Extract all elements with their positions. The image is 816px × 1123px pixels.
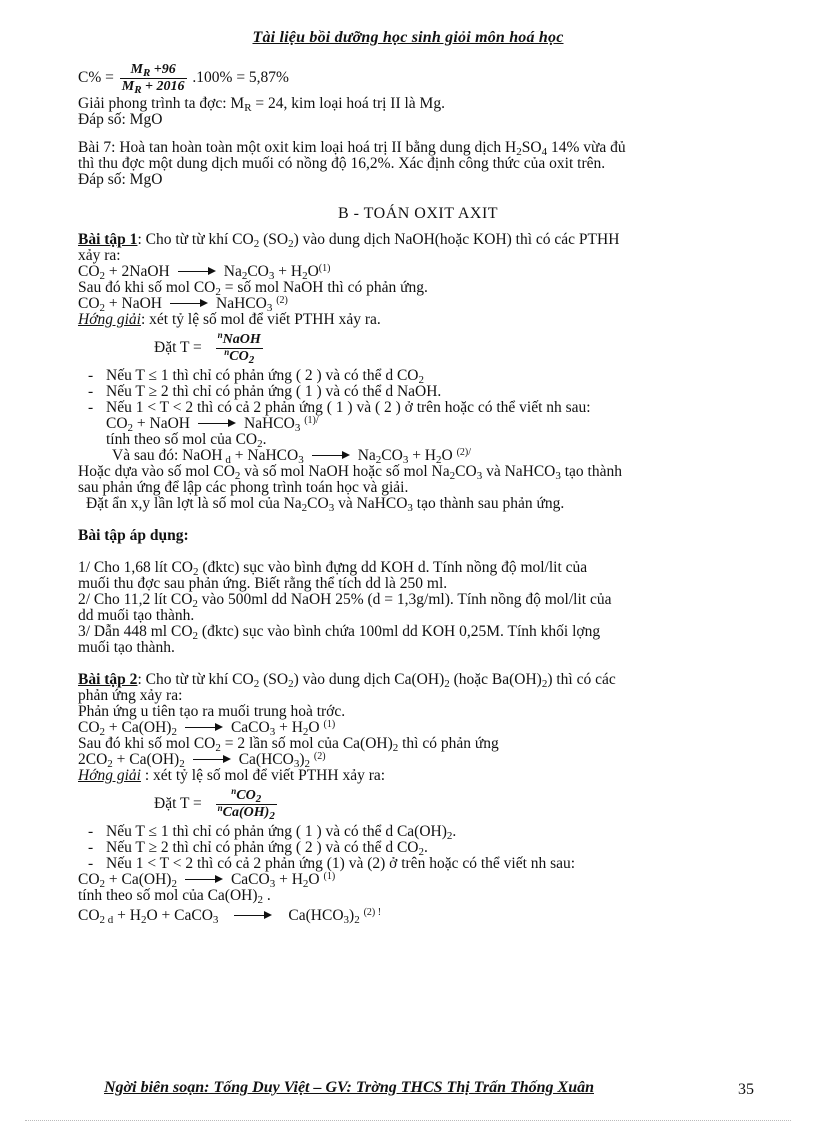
arrow-icon <box>178 267 216 277</box>
section-title: B - TOÁN OXIT AXIT <box>337 205 499 222</box>
bt2-intro: Bài tập 2: Cho từ từ khí $CO_2$ $(SO_2)$ vào dung dịch $Ca(OH)_2$ (hoặc $Ba(OH)_2$) thì có các <box>78 671 616 690</box>
bt2-equation-1: $CO_2 + Ca(OH)_2$ CaCO$_3$ + $H_2O$ $^{(1)}$ <box>78 719 336 738</box>
huong-giai-label: Hớng giải <box>78 767 141 784</box>
bt2-ratio: Đặt T = $\frac{^nCO_2}{^nCa(OH)_2}$ <box>154 785 275 822</box>
bt2-equation-3: $CO_2 + Ca(OH)_2$ CaCO$_3$ + $H_2O$ $^{(1)}$ <box>78 871 336 890</box>
bt1-label: Bài tập 1 <box>78 231 138 248</box>
bt1-ratio: Đặt T = $\frac{^nNaOH}{^nCO_2}$ <box>154 329 261 366</box>
percent-formula: C% = $\frac{M_R +96}{M_R + 2016}$ .100% = 5,87% <box>78 61 289 96</box>
arrow-icon <box>170 299 208 309</box>
formula-fraction: $\frac{M_R +96}{M_R + 2016}$ <box>121 61 185 96</box>
apply-title: Bài tập áp dụng: <box>78 527 189 544</box>
bt1-equation-3: $CO_2$ + NaOH NaHCO$_3$ $^{(1)/}$ <box>106 415 319 434</box>
bt1-equation-4: Và sau đó: NaOH $_d$ + NaHCO$_3$ $Na_2CO_3 + H_2O$ $^{(2)/}$ <box>112 447 472 466</box>
bai7-line-1: Bài 7: Hoà tan hoàn toàn một oxit kim loại hoá trị II bằng dung dịch $H_2SO_4$ 14% vừa đủ <box>78 139 626 158</box>
page-number: 35 <box>738 1081 754 1098</box>
bt2-equation-2: $2CO_2 + Ca(OH)_2$ $Ca(HCO_3)_2$ $^{(2)}$ <box>78 751 326 770</box>
arrow-icon <box>198 419 236 429</box>
answer-2: Đáp số: MgO <box>78 171 163 188</box>
solve-line: Giải phong trình ta đợc: $M_R = 24$, kim loại hoá trị II là Mg. <box>78 95 445 114</box>
bt2-label: Bài tập 2 <box>78 671 138 688</box>
bt1-equation-2: $CO_2$ + NaOH NaHCO$_3$ $^{(2)}$ <box>78 295 288 314</box>
page-header: Tài liệu bồi dưỡng học sinh giỏi môn hoá học <box>252 29 564 46</box>
huong-giai-label: Hớng giải <box>78 311 141 328</box>
arrow-icon <box>185 723 223 733</box>
bai7-line-2: thì thu đợc một dung dịch muối có nồng độ 16,2%. Xác định công thức của oxit trên. <box>78 155 606 172</box>
arrow-icon <box>185 875 223 885</box>
page-content: C% = $\frac{M_R +96}{M_R + 2016}$ .100% = 5,87% Giải phong trình ta đợc: $M_R = 24$, kim loại hoá trị II là Mg. Đáp số: MgO Bài 7: Hoà tan hoàn toàn một oxit kim loại hoá trị II bằng dung dịch $H_2SO_4$ 14% vừa đủ thì thu đợc một dung dịch muối có nồng độ 16,2%. Xác định công thức của oxit trên. Đáp số: MgO B - TOÁN OXIT AXIT Bài tập 1: Cho từ từ khí $CO_2$ $(SO_2)$ vào dung dịch NaOH(hoặc KOH) thì có các PTHH xảy ra: $CO_2$ + 2NaOH $Na_2CO_3 + H_2O^{(1)}$ Sau đó khi số mol $CO_2$ = số mol NaOH thì có phản ứng. $CO_2$ + NaOH NaHCO$_3$ $^{(2)}$ Hớng giải: xét tỷ lệ số mol để viết PTHH xảy ra. Đặt T = $\frac{^nNaOH}{^nCO_2}$ - Nếu T ≤ 1 thì chỉ có phản ứng ( 2 ) và có thể d $CO_2$ - Nếu T ≥ 2 thì chỉ có phản ứng ( 1 ) và có thể d NaOH. - Nếu 1 < T < 2 thì có cả 2 phản ứng ( 1 ) và ( 2 ) ở trên hoặc có thể viết nh sau: $CO_2$ + NaOH NaHCO$_3$ $^{(1)/}$ tính theo số mol của $CO_2$. Và sau đó: NaOH $_d$ + NaHCO$_3$ $Na_2CO_3 + H_2O$ $^{(2)/}$ Hoặc dựa vào số mol $CO_2$ và số mol NaOH hoặc số mol $Na_2CO_3$ và NaHCO$_3$ tạo thành sau phản ứng để lập các phong trình toán học và giải. Đặt ẩn x,y lần lợt là số mol của $Na_2CO_3$ và NaHCO$_3$ tạo thành sau phản ứng. Bài tập áp dụng: 1/ Cho 1,68 lít $CO_2$ (đktc) sục vào bình đựng dd KOH d. Tính nồng độ mol/lit của muối thu đợc sau phản ứng. Biết rằng thể tích dd là 250 ml. 2/ Cho 11,2 lít $CO_2$ vào 500ml dd NaOH 25% (d = 1,3g/ml). Tính nồng độ mol/lit của dd muối tạo thành. 3/ Dẫn 448 ml $CO_2$ (đktc) sục vào bình chứa 100ml dd KOH 0,25M. Tính khối lợng muối tạo thành. Bài tập 2: Cho từ từ khí $CO_2$ $(SO_2)$ vào dung dịch $Ca(OH)_2$ (hoặc $Ba(OH)_2$) thì có các phản ứng xảy ra: Phản ứng u tiên tạo ra muối trung hoà trớc. $CO_2 + Ca(OH)_2$ CaCO$_3$ + $H_2O$ $^{(1)}$ Sau đó khi số mol $CO_2 = 2$ lần số mol của $Ca(OH)_2$ thì có phản ứng $2CO_2 + Ca(OH)_2$ $Ca(HCO_3)_2$ $^{(2)}$ Hớng giải : xét tỷ lệ số mol để viết PTHH xảy ra: Đặt T = $\frac{^nCO_2}{^nCa(OH)_2}$ - Nếu T ≤ 1 thì chỉ có phản ứng ( 1 ) và có thể d $Ca(OH)_2$. - Nếu T ≥ 2 thì chỉ có phản ứng ( 2 ) và có thể d $CO_2$. - Nếu 1 < T < 2 thì có cả 2 phản ứng (1) và (2) ở trên hoặc có thể viết nh sau: $CO_2 + Ca(OH)_2$ CaCO$_3$ + $H_2O$ $^{(1)}$ tính theo số mol của $Ca(OH)_2$ . $CO_{2 d} + H_2O$ + CaCO$_3$ $Ca(HCO_3)_2$ $^{(2) !}$ <box>78 60 758 924</box>
arrow-icon <box>312 451 350 461</box>
arrow-icon <box>234 911 272 921</box>
page-divider <box>25 1120 791 1121</box>
bt1-intro: Bài tập 1: Cho từ từ khí $CO_2$ $(SO_2)$ vào dung dịch NaOH(hoặc KOH) thì có các PTHH <box>78 231 620 250</box>
answer-1: Đáp số: MgO <box>78 111 163 128</box>
bt1-equation-1: $CO_2$ + 2NaOH $Na_2CO_3 + H_2O^{(1)}$ <box>78 263 331 282</box>
arrow-icon <box>193 755 231 765</box>
bt2-equation-4: $CO_{2 d} + H_2O$ + CaCO$_3$ $Ca(HCO_3)_2$ $^{(2) !}$ <box>78 907 382 926</box>
page-footer: Ngời biên soạn: Tống Duy Việt – GV: Trờng THCS Thị Trấn Thống Xuân <box>104 1079 594 1096</box>
